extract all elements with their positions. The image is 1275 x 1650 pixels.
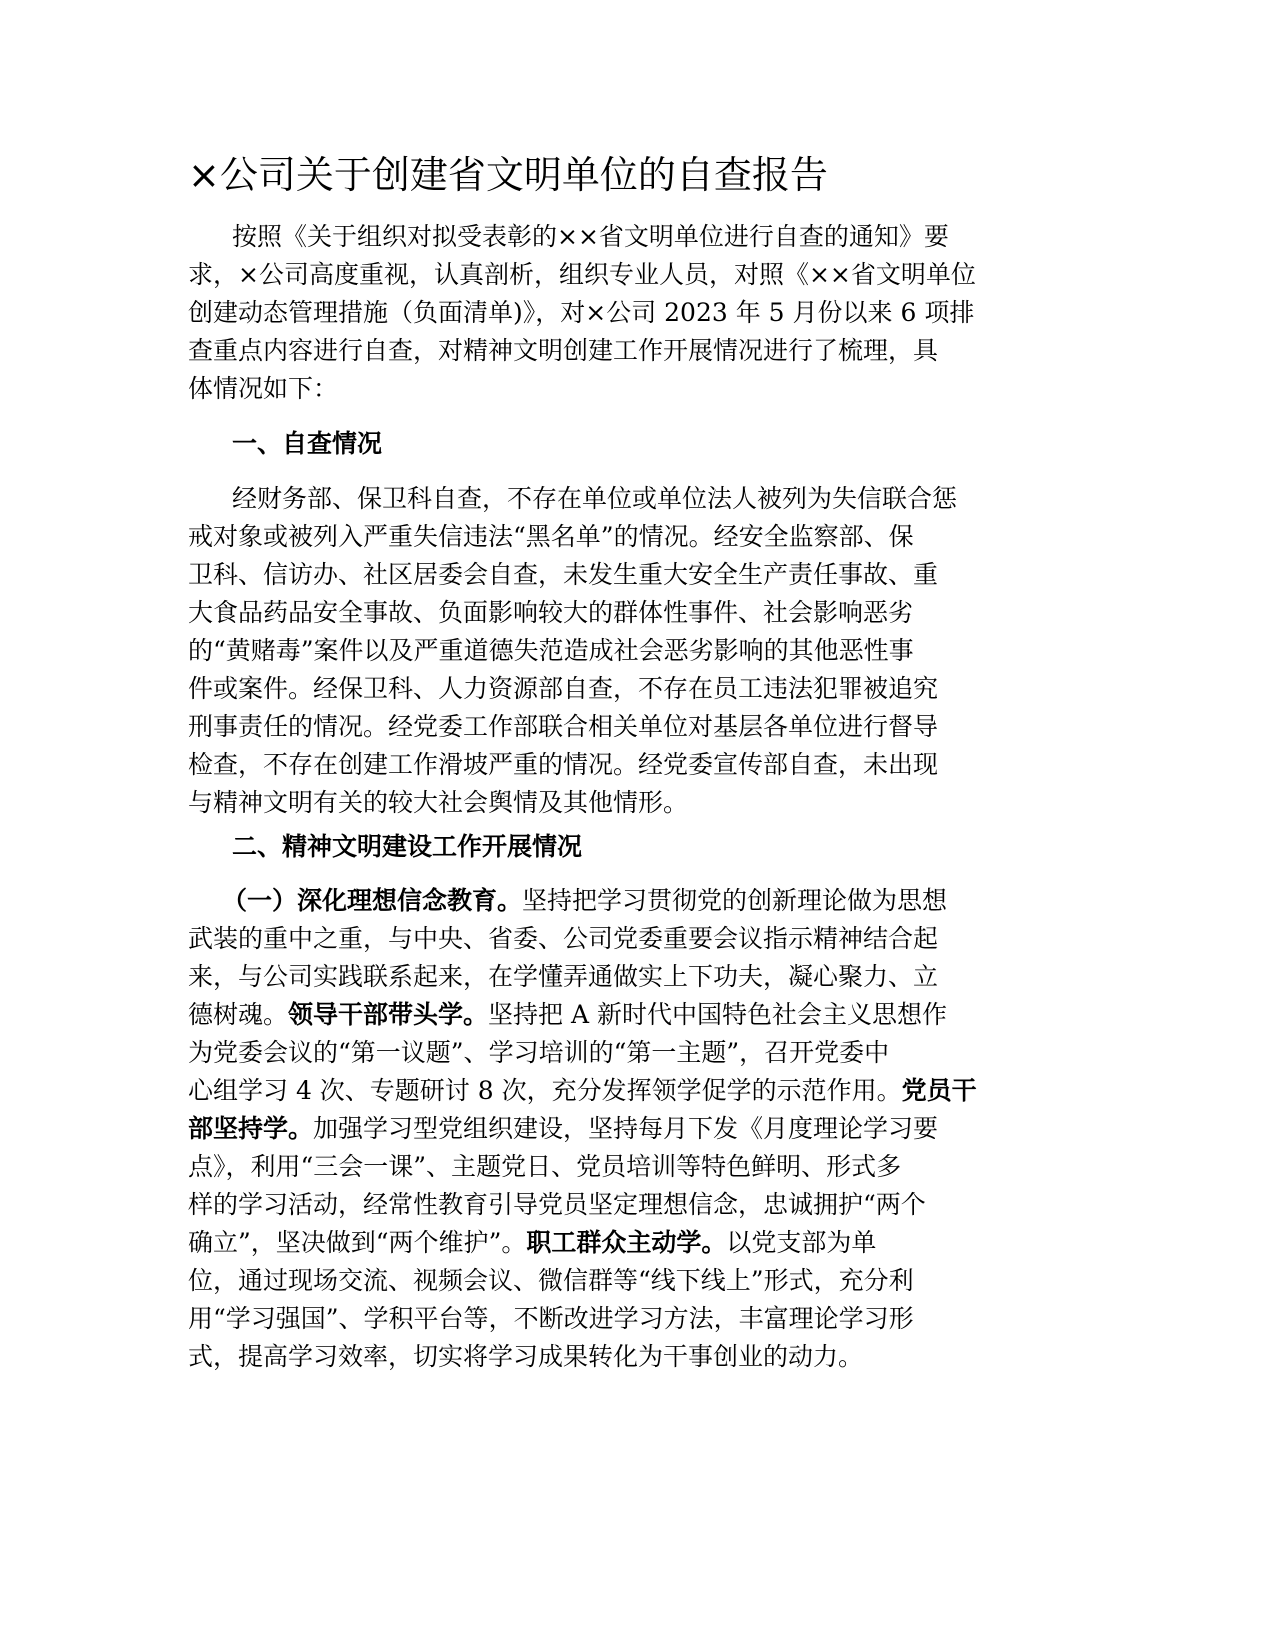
section1-line: 卫科、信访办、社区居委会自查，未发生重大安全生产责任事故、重 — [188, 560, 939, 589]
section1-line: 与精神文明有关的较大社会舆情及其他情形。 — [188, 788, 689, 817]
section2-line — [222, 882, 947, 920]
section1-heading: 一、自查情况 — [232, 429, 383, 458]
section2-line: 位，通过现场交流、视频会议、微信群等“线下线上”形式，充分利 — [188, 1266, 914, 1295]
line-text: 坚持把 A 新时代中国特色社会主义思想作 — [488, 1000, 947, 1029]
section1-line: 经财务部、保卫科自查，不存在单位或单位法人被列为失信联合惩 — [232, 484, 958, 513]
intro-line: 查重点内容进行自查，对精神文明创建工作开展情况进行了梳理，具 — [188, 336, 939, 365]
document-title: ×公司关于创建省文明单位的自查报告 — [188, 153, 828, 197]
section1-line: 检查，不存在创建工作滑坡严重的情况。经党委宣传部自查，未出现 — [188, 750, 939, 779]
section2-line: 武装的重中之重，与中央、省委、公司党委重要会议指示精神结合起 — [188, 924, 939, 953]
intro-line: 按照《关于组织对拟受表彰的××省文明单位进行自查的通知》要 — [232, 222, 949, 251]
section2-line: 来，与公司实践联系起来，在学懂弄通做实上下功夫，凝心聚力、立 — [188, 962, 939, 991]
line-text: 加强学习型党组织建设，坚持每月下发《月度理论学习要 — [313, 1114, 939, 1143]
intro-line: 体情况如下： — [188, 374, 339, 403]
intro-line: 求，×公司高度重视，认真剖析，组织专业人员，对照《××省文明单位 — [188, 260, 976, 289]
section2-line — [188, 996, 947, 1034]
subheading-deepen-education: （一）深化理想信念教育。 — [222, 886, 523, 915]
section2-line: 样的学习活动，经常性教育引导党员坚定理想信念，忠诚拥护“两个 — [188, 1190, 926, 1219]
section2-line: 式，提高学习效率，切实将学习成果转化为干事创业的动力。 — [188, 1342, 864, 1371]
section2-line: 为党委会议的“第一议题”、学习培训的“第一主题”，召开党委中 — [188, 1038, 890, 1067]
section2-line — [188, 1072, 977, 1110]
subheading-workers-learn: 职工群众主动学。 — [526, 1228, 727, 1257]
section1-line: 刑事责任的情况。经党委工作部联合相关单位对基层各单位进行督导 — [188, 712, 939, 741]
line-text: 确立”，坚决做到“两个维护”。 — [188, 1228, 527, 1257]
subheading-members-learn-cont: 部坚持学。 — [188, 1114, 314, 1143]
line-text: 坚持把学习贯彻党的创新理论做为思想 — [522, 886, 948, 915]
intro-line: 创建动态管理措施（负面清单)》，对×公司 2023 年 5 月份以来 6 项排 — [188, 298, 975, 327]
section2-line: 用“学习强国”、学积平台等，不断改进学习方法，丰富理论学习形 — [188, 1304, 914, 1333]
line-text: 以党支部为单 — [726, 1228, 877, 1257]
section2-line — [188, 1224, 876, 1262]
section1-line: 戒对象或被列入严重失信违法“黑名单”的情况。经安全监察部、保 — [188, 522, 914, 551]
section1-line: 大食品药品安全事故、负面影响较大的群体性事件、社会影响恶劣 — [188, 598, 914, 627]
section1-line: 的“黄赌毒”案件以及严重道德失范造成社会恶劣影响的其他恶性事 — [188, 636, 914, 665]
section2-heading: 二、精神文明建设工作开展情况 — [232, 832, 583, 861]
line-text: 心组学习 4 次、专题研讨 8 次，充分发挥领学促学的示范作用。 — [188, 1076, 902, 1105]
section1-line: 件或案件。经保卫科、人力资源部自查，不存在员工违法犯罪被追究 — [188, 674, 939, 703]
section2-line: 点》，利用“三会一课”、主题党日、党员培训等特色鲜明、形式多 — [188, 1152, 902, 1181]
subheading-leaders-learn: 领导干部带头学。 — [288, 1000, 489, 1029]
subheading-members-learn: 党员干 — [901, 1076, 977, 1105]
section2-line — [188, 1110, 938, 1148]
line-text: 德树魂。 — [188, 1000, 289, 1029]
